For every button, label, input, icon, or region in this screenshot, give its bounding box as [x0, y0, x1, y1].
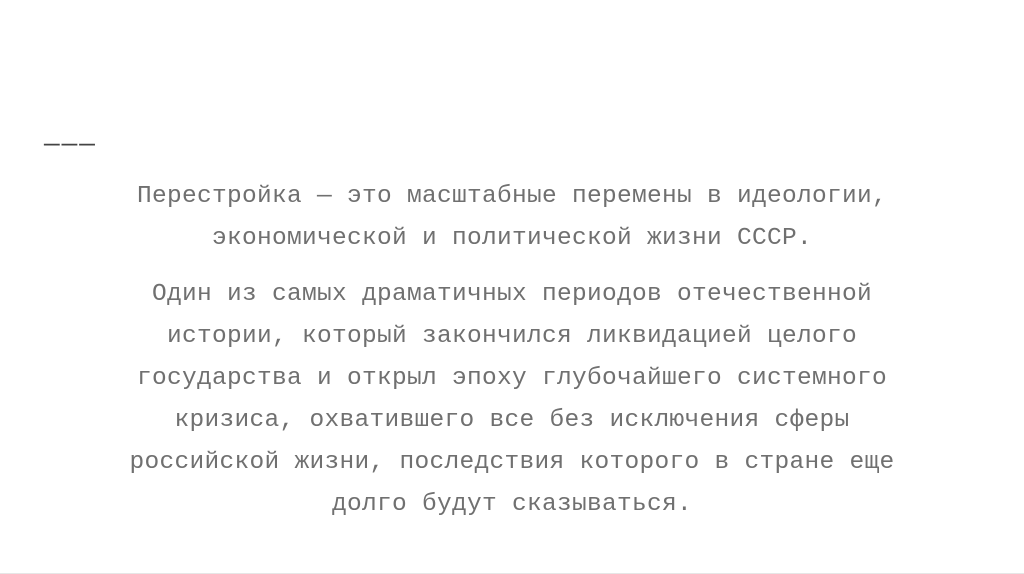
title-rule: ———: [44, 129, 97, 159]
paragraph-definition: [40, 176, 984, 260]
text-line: российской жизни, последствия которого в стране еще: [129, 449, 895, 476]
text-line: истории, который закончился ликвидацией целого: [166, 323, 858, 350]
text-line: Перестройка — это масштабные перемены в идеологии,: [136, 183, 888, 210]
text-line: долго будут сказываться.: [331, 491, 693, 518]
text-line: Один из самых драматичных периодов отечественной: [151, 281, 873, 308]
top-strip: [0, 0, 1024, 6]
slide-body: [40, 176, 984, 526]
text-line: кризиса, охватившего все без исключения сферы: [174, 407, 850, 434]
text-line: экономической и политической жизни СССР.: [211, 225, 813, 252]
text-line: государства и открыл эпоху глубочайшего системного: [136, 365, 888, 392]
paragraph-description: [40, 274, 984, 526]
